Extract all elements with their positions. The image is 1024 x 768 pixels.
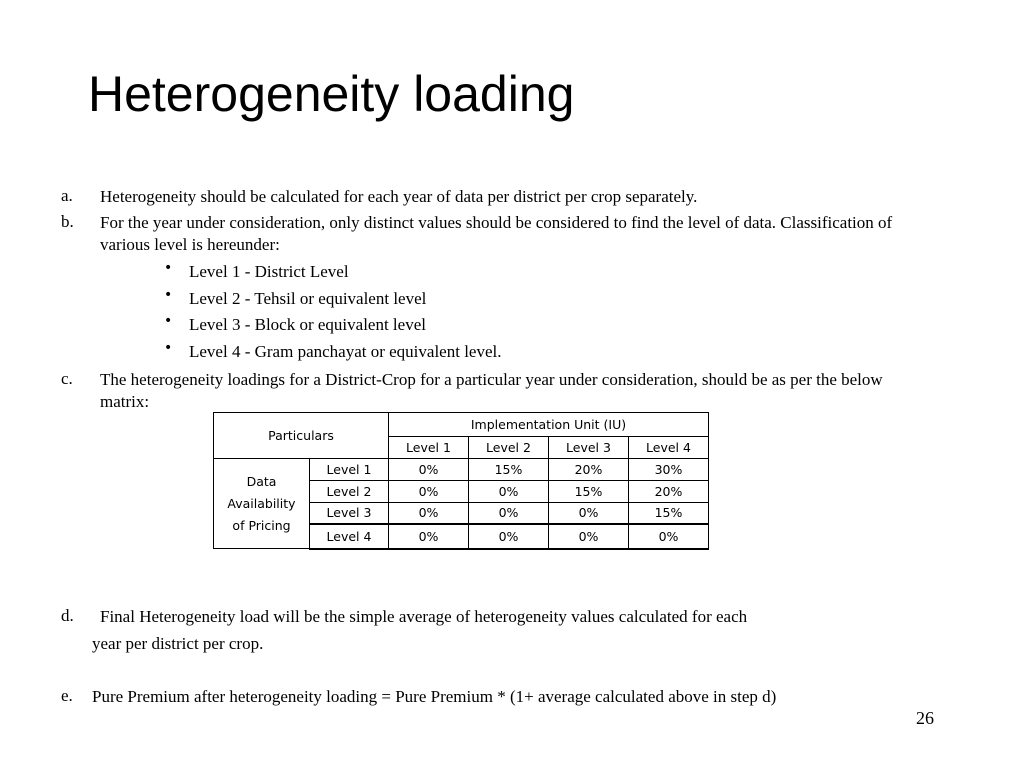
bullet-text: Level 4 - Gram panchayat or equivalent level. [189,342,502,361]
table-cell: 0% [629,524,709,549]
row-label: Level 3 [310,503,389,524]
item-c-marker: c. [61,369,73,388]
item-c-line2: matrix: [100,392,150,411]
table-cell: 0% [389,459,469,481]
column-header: Level 1 [389,437,469,459]
table-cell: 15% [549,481,629,503]
item-e-text: Pure Premium after heterogeneity loading = Pure Premium * (1+ average calculated above in step d) [92,687,777,706]
iu-header: Implementation Unit (IU) [389,413,709,437]
bullet-icon: • [164,260,173,276]
row-label: Level 2 [310,481,389,503]
item-e-marker: e. [61,686,73,705]
column-header: Level 2 [469,437,549,459]
item-a-text: Heterogeneity should be calculated for each year of data per district per crop separately. [100,187,698,206]
table-cell: 0% [389,524,469,549]
column-header: Level 4 [629,437,709,459]
table-cell: 15% [629,503,709,524]
table-cell: 30% [629,459,709,481]
table-cell: 0% [469,481,549,503]
table-cell: 0% [549,524,629,549]
bullet-text: Level 3 - Block or equivalent level [189,315,426,334]
bullet-icon: • [164,287,173,303]
row-group-label [214,459,310,549]
bullet-icon: • [164,340,173,356]
table-cell: 15% [469,459,549,481]
bullet-text: Level 1 - District Level [189,262,349,281]
bullet-text: Level 2 - Tehsil or equivalent level [189,289,427,308]
item-b-line1: For the year under consideration, only distinct values should be considered to find the level of data. Classification of [100,213,893,232]
item-b-line2: various level is hereunder: [100,235,280,254]
row-group-line: Availability [227,495,296,511]
heterogeneity-matrix [213,412,709,550]
item-a-marker: a. [61,186,73,205]
particulars-header: Particulars [214,413,389,459]
item-c-line1: The heterogeneity loadings for a District-Crop for a particular year under consideration, should be as per the below [100,370,883,389]
item-d-marker: d. [61,606,74,625]
table-cell: 0% [469,524,549,549]
bullet-icon: • [164,313,173,329]
row-label: Level 4 [310,524,389,549]
slide-title: Heterogeneity loading [88,66,575,122]
table-cell: 0% [389,481,469,503]
table-cell: 20% [549,459,629,481]
column-header: Level 3 [549,437,629,459]
table-cell: 0% [469,503,549,524]
item-d-line1: Final Heterogeneity load will be the simple average of heterogeneity values calculated for each [100,607,748,626]
row-group-line: of Pricing [232,517,291,533]
table-cell: 0% [549,503,629,524]
page-number: 26 [916,708,934,728]
row-group-line: Data [246,473,277,489]
item-b-marker: b. [61,212,74,231]
table-cell: 0% [389,503,469,524]
item-d-line2: year per district per crop. [92,634,264,653]
table-cell: 20% [629,481,709,503]
row-label: Level 1 [310,459,389,481]
